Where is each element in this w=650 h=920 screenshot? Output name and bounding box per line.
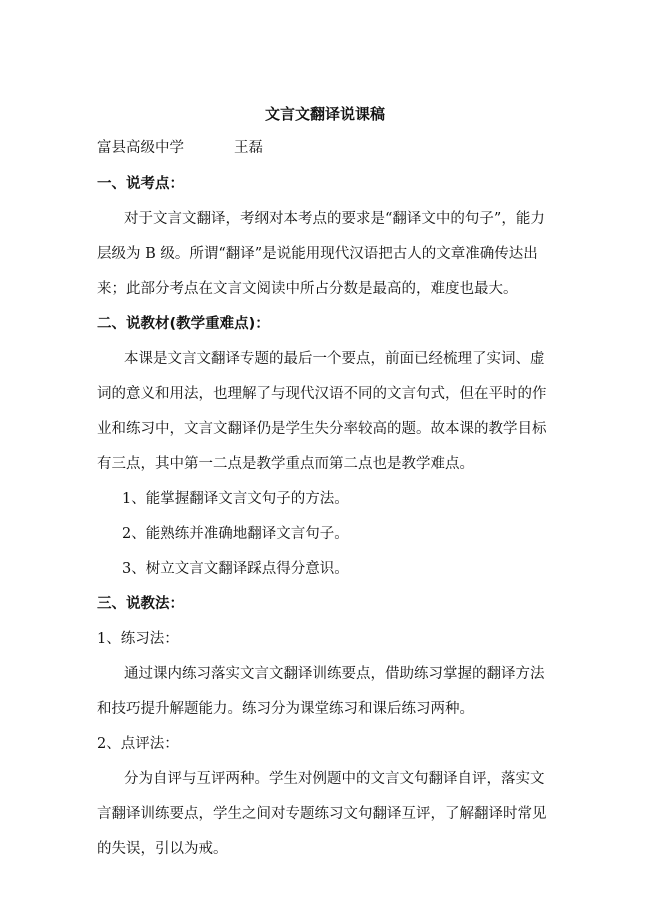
section-2-paragraph-line: 词的意义和用法，也理解了与现代汉语不同的文言句式，但在平时的作 — [97, 386, 547, 402]
author-name: 王磊 — [234, 140, 263, 156]
section-2-heading: 二、说教材(教学重难点)： — [97, 316, 270, 332]
objective-item: 1、能掌握翻译文言文句子的方法。 — [122, 491, 349, 507]
method-2-paragraph-line: 的失误，引以为戒。 — [97, 841, 228, 857]
section-2-paragraph-line: 业和练习中，文言文翻译仍是学生失分率较高的题。故本课的教学目标 — [97, 421, 547, 437]
method-1-paragraph-line: 通过课内练习落实文言文翻译训练要点，借助练习掌握的翻译方法 — [124, 666, 545, 682]
method-2-paragraph-line: 分为自评与互评两种。学生对例题中的文言文句翻译自评，落实文 — [124, 771, 545, 787]
section-2-paragraph-line: 本课是文言文翻译专题的最后一个要点，前面已经梳理了实词、虚 — [124, 351, 545, 367]
method-1-paragraph-line: 和技巧提升解题能力。练习分为课堂练习和课后练习两种。 — [97, 701, 474, 717]
section-2-paragraph-line: 有三点，其中第一二点是教学重点而第二点也是教学难点。 — [97, 456, 474, 472]
section-1-paragraph-line: 来；此部分考点在文言文阅读中所占分数是最高的，难度也最大。 — [97, 281, 518, 297]
objective-item: 3、树立文言文翻译踩点得分意识。 — [122, 561, 349, 577]
method-2-paragraph-line: 言翻译训练要点，学生之间对专题练习文句翻译互评，了解翻译时常见 — [97, 806, 547, 822]
school-name: 富县高级中学 — [97, 140, 184, 156]
section-1-heading: 一、说考点： — [97, 176, 184, 192]
section-1-paragraph-line: 层级为 B 级。所谓“翻译”是说能用现代汉语把古人的文章准确传达出 — [97, 246, 538, 262]
section-1-paragraph-line: 对于文言文翻译，考纲对本考点的要求是“翻译文中的句子”，能力 — [124, 211, 545, 227]
objective-item: 2、能熟练并准确地翻译文言句子。 — [122, 526, 349, 542]
section-3-heading: 三、说教法： — [97, 596, 184, 612]
document-title: 文言文翻译说课稿 — [264, 105, 385, 123]
method-2-heading: 2、点评法： — [97, 736, 179, 752]
method-1-heading: 1、练习法： — [97, 631, 179, 647]
byline — [97, 137, 263, 159]
